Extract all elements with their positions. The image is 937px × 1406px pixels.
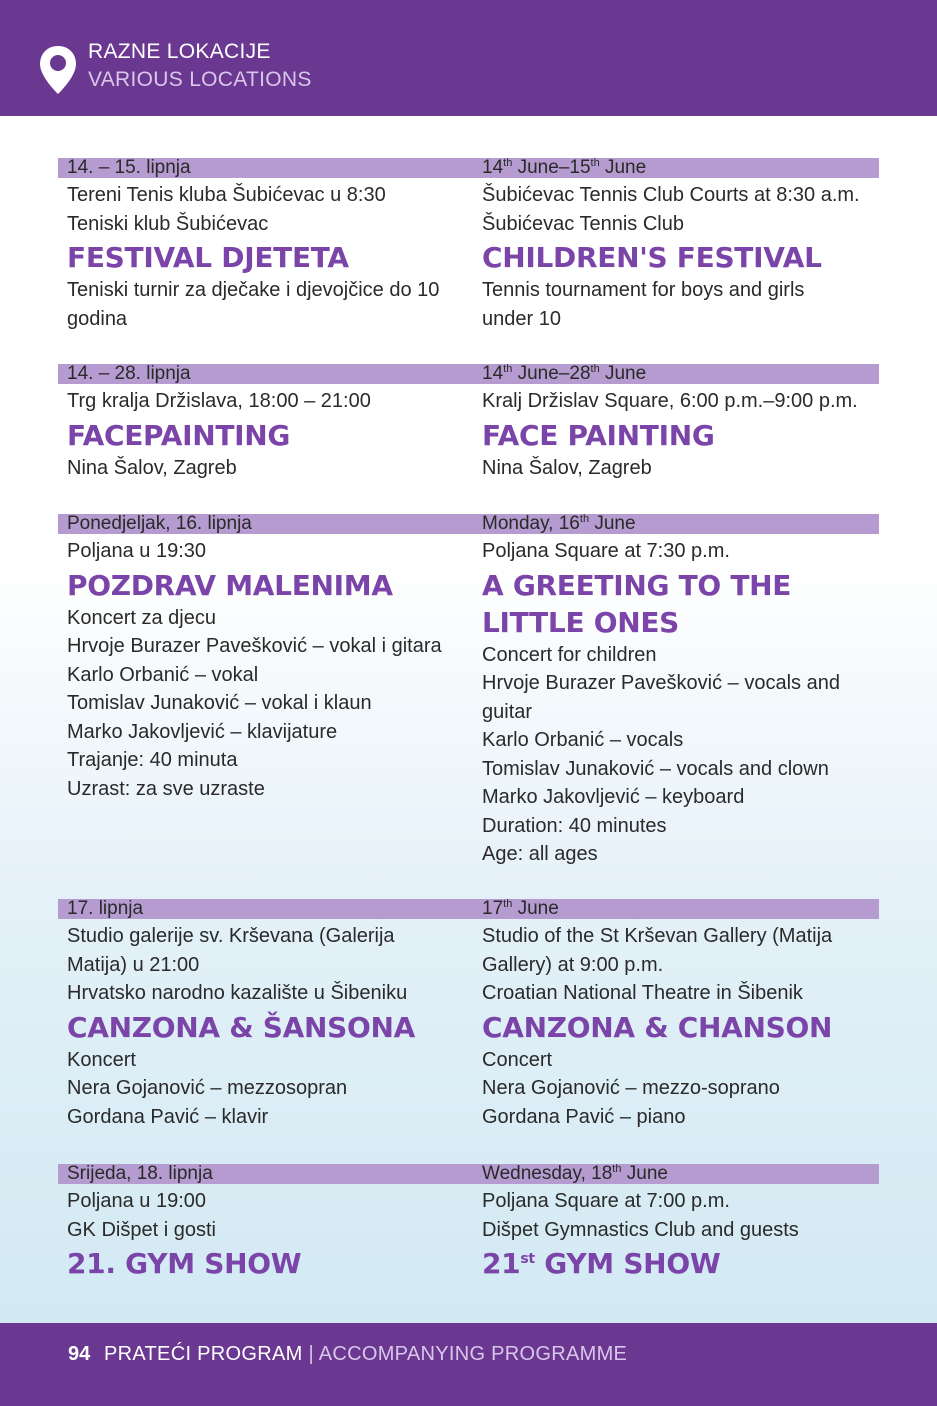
event-detail: Hrvoje Burazer Pavešković – vocals and (482, 672, 840, 694)
croatian-column (67, 158, 459, 333)
english-column (482, 514, 874, 869)
event-detail: Uzrast: za sve uzraste (67, 777, 265, 800)
event-detail: Nera Gojanović – mezzosopran (67, 1077, 348, 1099)
event-detail: Tennis tournament for boys and girls (482, 279, 805, 301)
event-title: FACE PAINTING (482, 418, 715, 452)
event-detail: Hrvoje Burazer Pavešković – vokal i gitara (67, 635, 442, 657)
event-title: FESTIVAL DJETETA (67, 241, 349, 274)
event-venue: Poljana u 19:30 (67, 540, 207, 562)
header-title: RAZNE LOKACIJE (88, 40, 271, 63)
event-detail: Trajanje: 40 minuta (67, 749, 238, 771)
croatian-column (67, 1164, 459, 1282)
event-venue: Matija) u 21:00 (67, 953, 200, 976)
event-detail: Tomislav Junaković – vokal i klaun (67, 692, 372, 714)
english-column (482, 364, 874, 482)
event-title: CANZONA & ŠANSONA (67, 1010, 416, 1044)
event-organizer: GK Dišpet i gosti (67, 1218, 216, 1241)
event-detail: Koncert za djecu (67, 606, 216, 629)
header-subtitle: VARIOUS LOCATIONS (88, 68, 312, 91)
croatian-column (67, 899, 459, 1131)
event-title: A GREETING TO THE LITTLE ONES (482, 568, 792, 639)
event-title: CHILDREN'S FESTIVAL (482, 241, 822, 274)
event-title: 21st GYM SHOW (482, 1247, 721, 1280)
event-date: Ponedjeljak, 16. lipnja (67, 513, 252, 534)
event-detail: Marko Jakovljević – klavijature (67, 720, 338, 743)
event-title: POZDRAV MALENIMA (67, 568, 393, 602)
event-detail: Marko Jakovljević – keyboard (482, 786, 745, 808)
event-organizer: Hrvatsko narodno kazalište u Šibeniku (67, 982, 408, 1004)
page-number: 94 (68, 1343, 91, 1365)
event-detail: guitar (482, 700, 533, 723)
event-organizer: Teniski klub Šubićevac (67, 212, 269, 235)
event-detail: Nera Gojanović – mezzo-soprano (482, 1077, 780, 1099)
english-column (482, 899, 874, 1131)
event-detail: Koncert (67, 1048, 136, 1071)
event-date: 14. – 28. lipnja (67, 363, 191, 384)
croatian-column (67, 364, 459, 482)
event-detail: Karlo Orbanić – vokal (67, 663, 259, 686)
location-pin-icon (38, 44, 78, 96)
event-date: 17. lipnja (67, 898, 144, 919)
footer-separator: | (308, 1343, 314, 1365)
event-detail: Nina Šalov, Zagreb (67, 456, 237, 479)
croatian-column (67, 514, 459, 803)
event-detail: Concert for children (482, 643, 657, 666)
event-organizer: Croatian National Theatre in Šibenik (482, 982, 803, 1004)
event-title: CANZONA & CHANSON (482, 1010, 833, 1044)
event-detail: Gordana Pavić – piano (482, 1105, 686, 1128)
event-venue: Tereni Tenis kluba Šubićevac u 8:30 (67, 184, 386, 206)
footer-label-hr: PRATEĆI PROGRAM (104, 1343, 303, 1365)
event-detail: Gordana Pavić – klavir (67, 1105, 269, 1128)
event-date: 14th June–28th June (482, 363, 647, 384)
event-date: 14th June–15th June (482, 157, 647, 178)
event-detail: Karlo Orbanić – vocals (482, 729, 684, 751)
page-header (0, 0, 937, 116)
event-detail: Nina Šalov, Zagreb (482, 456, 652, 479)
event-date: 14. – 15. lipnja (67, 157, 191, 178)
event-venue: Šubićevac Tennis Club Courts at 8:30 a.m. (482, 184, 860, 206)
english-column (482, 158, 874, 333)
event-date: Monday, 16th June (482, 513, 636, 534)
event-venue: Poljana Square at 7:00 p.m. (482, 1190, 730, 1212)
event-venue: Studio of the St Krševan Gallery (Matija (482, 925, 833, 947)
event-detail: Tomislav Junaković – vocals and clown (482, 757, 829, 780)
event-detail: Teniski turnir za dječake i djevojčice do 10 (67, 279, 440, 301)
footer-label-en: ACCOMPANYING PROGRAMME (318, 1343, 628, 1365)
event-organizer: Dišpet Gymnastics Club and guests (482, 1218, 799, 1241)
event-venue: Studio galerije sv. Krševana (Galerija (67, 925, 395, 947)
event-venue: Gallery) at 9:00 p.m. (482, 953, 664, 976)
event-organizer: Šubićevac Tennis Club (482, 212, 684, 235)
event-detail: under 10 (482, 307, 561, 330)
footer-label (104, 1340, 627, 1368)
english-column (482, 1164, 874, 1282)
event-date: 17th June (482, 898, 559, 919)
event-venue: Kralj Držislav Square, 6:00 p.m.–9:00 p.m. (482, 390, 858, 412)
event-venue: Poljana u 19:00 (67, 1190, 207, 1212)
event-detail: Concert (482, 1048, 553, 1071)
event-date: Srijeda, 18. lipnja (67, 1163, 213, 1184)
event-detail: godina (67, 307, 128, 330)
event-detail: Duration: 40 minutes (482, 814, 667, 837)
event-date: Wednesday, 18th June (482, 1163, 668, 1184)
event-title: FACEPAINTING (67, 418, 291, 452)
event-venue: Trg kralja Držislava, 18:00 – 21:00 (67, 390, 371, 412)
event-venue: Poljana Square at 7:30 p.m. (482, 540, 730, 562)
event-title: 21. GYM SHOW (67, 1247, 302, 1280)
event-detail: Age: all ages (482, 843, 598, 865)
